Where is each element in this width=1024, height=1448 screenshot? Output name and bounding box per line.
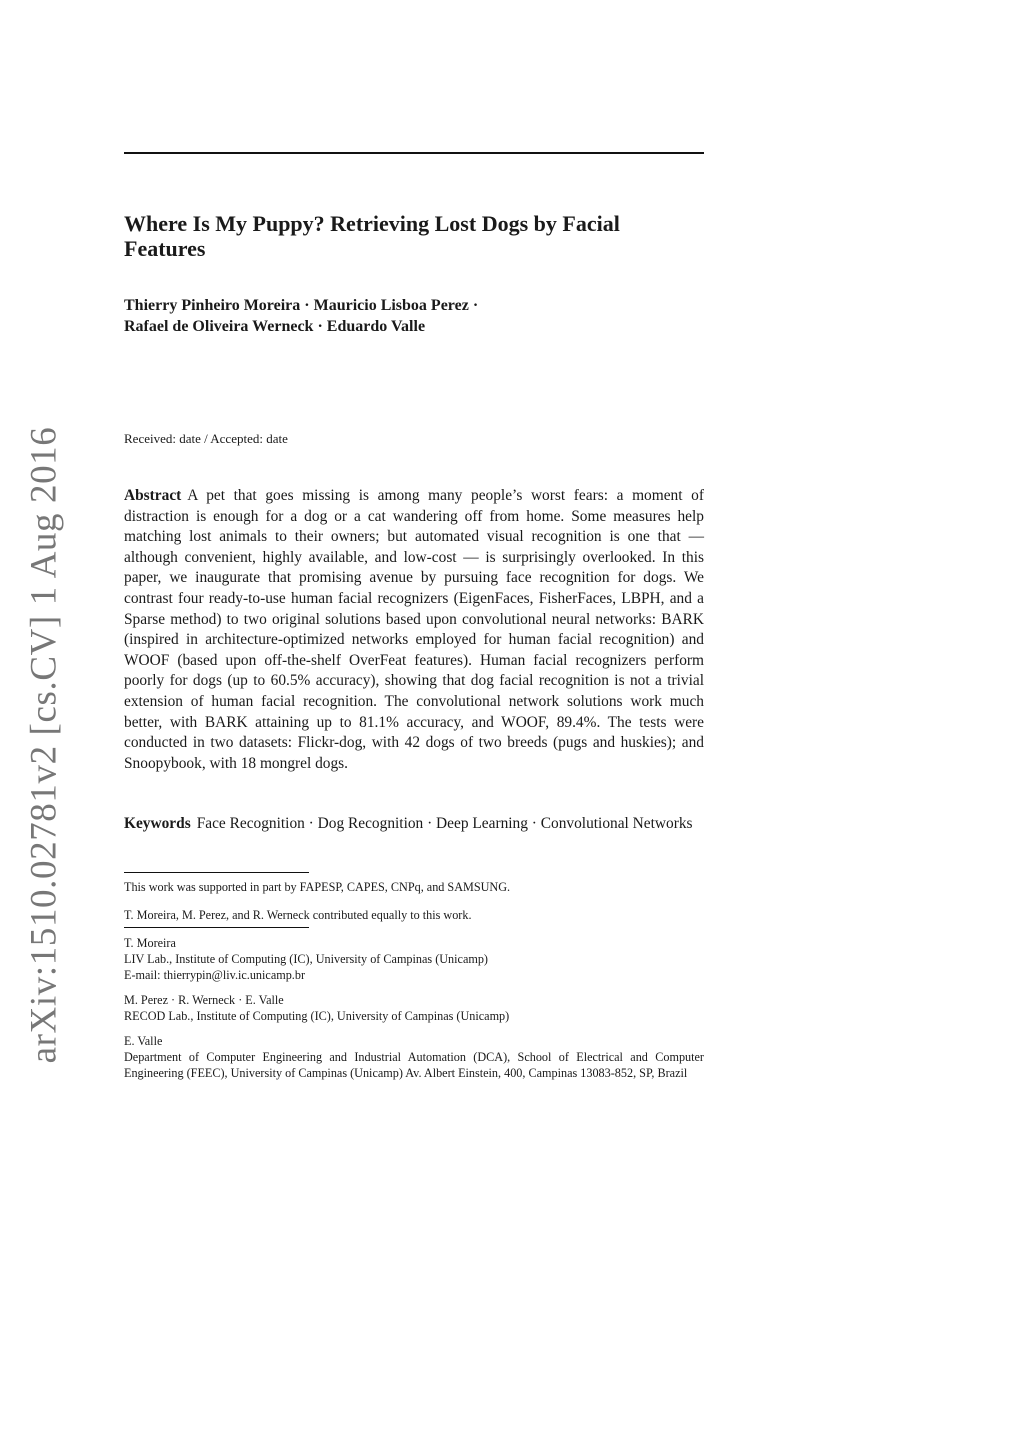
affiliation-moreira [124, 935, 704, 984]
equal-contribution-footnote: T. Moreira, M. Perez, and R. Werneck contributed equally to this work. [124, 908, 472, 922]
affiliation-name: T. Moreira [124, 936, 176, 950]
affiliation-valle [124, 1033, 704, 1082]
abstract [124, 486, 704, 774]
abstract-text: A pet that goes missing is among many people’s worst fears: a moment of distraction is enough for a dog or a cat wandering off from home. Some measures help matching lost animals to their owners; but automated visual recognition is one that — although convenient, highly available, and low-cost — is surprisingly overlooked. In this paper, we inaugurate that promising avenue by pursuing face recognition for dogs. We contrast four ready-to-use human facial recognizers (EigenFaces, FisherFaces, LBPH, and a Sparse method) to two original solutions based upon convolutional neural networks: BARK (inspired in architecture-optimized networks employed for human facial recognition) and WOOF (based upon off-the-shelf OverFeat features). Human facial recognizers perform poorly for dogs (up to 60.5% accuracy), showing that dog facial recognition is not a trivial extension of human facial recognition. The convolutional network solutions work much better, with BARK attaining up to 81.1% accuracy, and WOOF, 89.4%. The tests were conducted in two datasets: Flickr-dog, with 42 dogs of two breeds (pugs and huskies); and Snoopybook, with 18 mongrel dogs. [124, 487, 704, 772]
affiliation-rule [124, 927, 309, 928]
keywords-label: Keywords [124, 815, 191, 832]
affiliation-org: RECOD Lab., Institute of Computing (IC), University of Campinas (Unicamp) [124, 1009, 510, 1024]
keywords-text: Face Recognition · Dog Recognition · Deep Learning · Convolutional Networks [196, 815, 693, 832]
keywords [124, 814, 704, 835]
footnote-rule [124, 872, 309, 873]
abstract-label: Abstract [124, 487, 182, 504]
affiliation-org: Department of Computer Engineering and Industrial Automation (DCA), School of Electrical and Computer Engineering (FEEC), University of Campinas (Unicamp) Av. Albert Einstein, 400, Campinas 13083-852, SP, Brazil [124, 1050, 704, 1081]
affiliation-name: M. Perez · R. Werneck · E. Valle [124, 993, 284, 1007]
author-list: Thierry Pinheiro Moreira · Mauricio Lisboa Perez · Rafael de Oliveira Werneck · Eduardo Valle [124, 297, 479, 335]
affiliation-email: E-mail: thierrypin@liv.ic.unicamp.br [124, 968, 306, 983]
funding-footnote: This work was supported in part by FAPESP, CAPES, CNPq, and SAMSUNG. [124, 880, 511, 894]
paper-title: Where Is My Puppy? Retrieving Lost Dogs by Facial Features [124, 211, 620, 261]
affiliation-org: LIV Lab., Institute of Computing (IC), University of Campinas (Unicamp) [124, 952, 488, 967]
affiliation-name: E. Valle [124, 1034, 163, 1048]
received-date: Received: date / Accepted: date [124, 431, 288, 446]
header-rule [124, 152, 704, 154]
arxiv-identifier-text: arXiv:1510.02781v2 [cs.CV] 1 Aug 2016 [23, 426, 65, 1064]
affiliation-perez-werneck-valle [124, 992, 704, 1024]
